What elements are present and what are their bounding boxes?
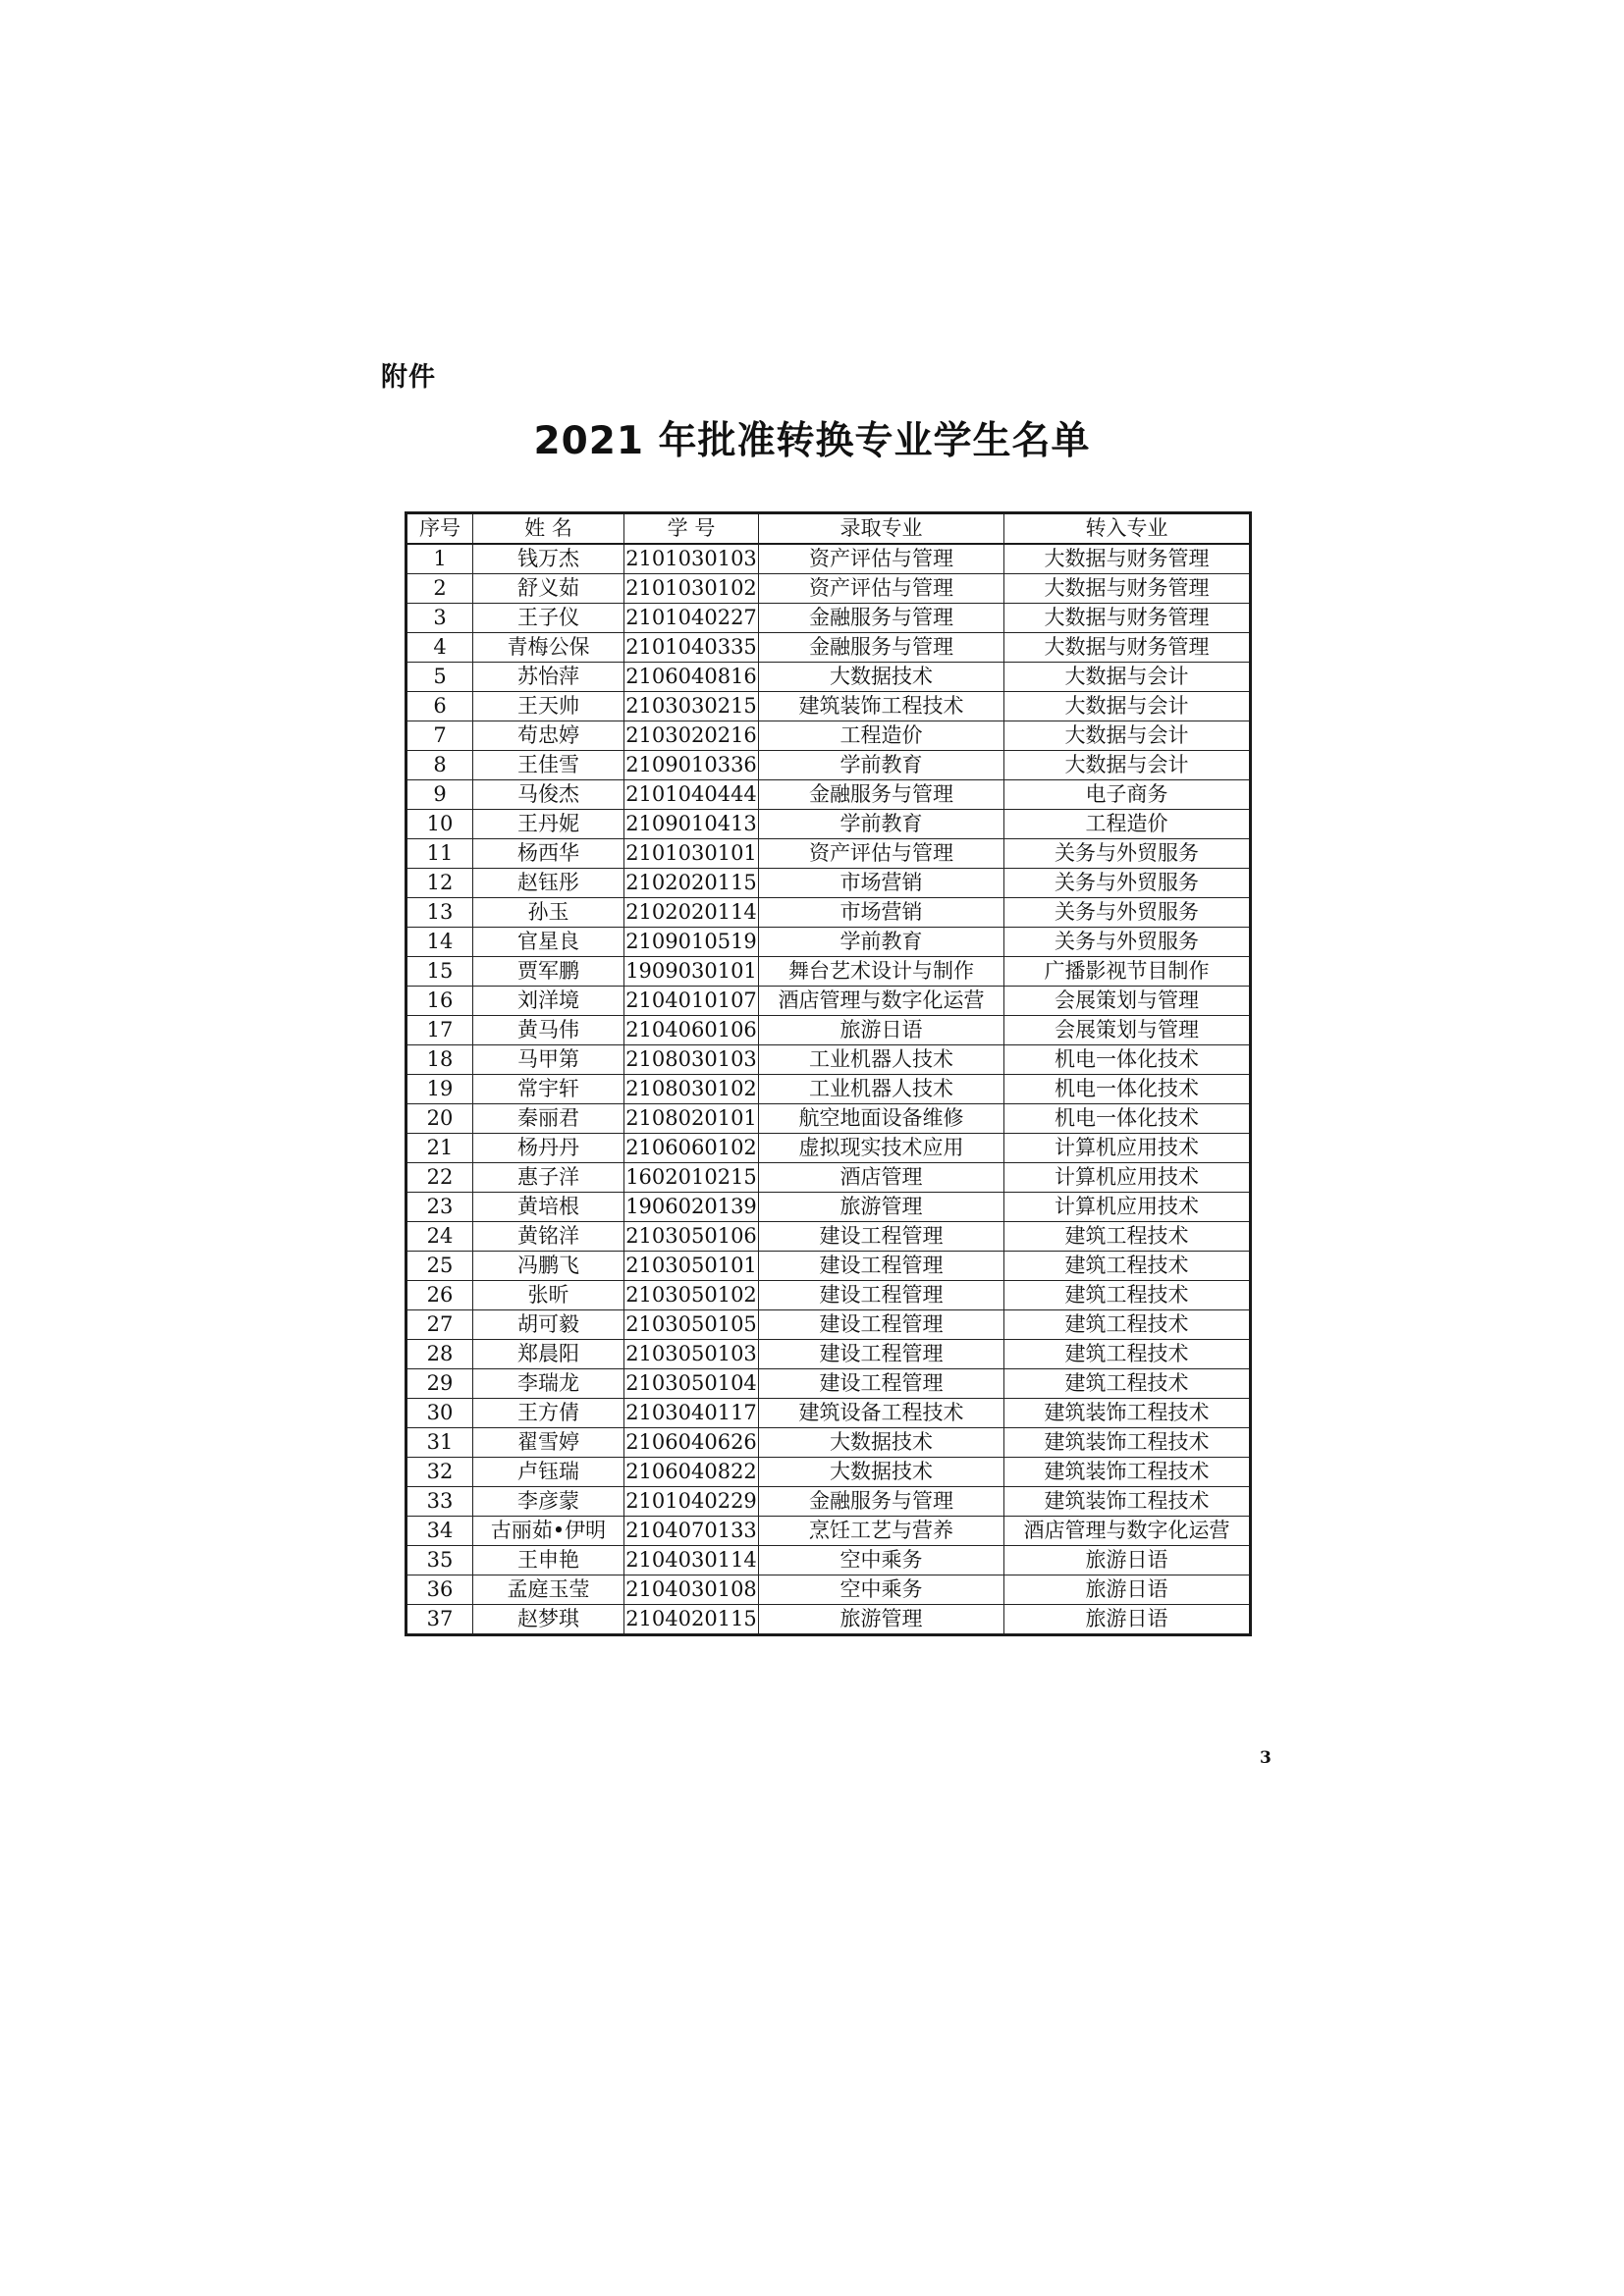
cell-no: 33	[406, 1487, 473, 1517]
table-row	[406, 1310, 1251, 1340]
cell-student-id: 2104030108	[624, 1575, 759, 1605]
table-row	[406, 1399, 1251, 1428]
cell-admitted-major: 工程造价	[759, 721, 1004, 751]
cell-admitted-major: 资产评估与管理	[759, 544, 1004, 574]
cell-transfer-major: 计算机应用技术	[1004, 1163, 1251, 1193]
cell-transfer-major: 大数据与财务管理	[1004, 574, 1251, 604]
cell-transfer-major: 大数据与财务管理	[1004, 633, 1251, 663]
table-header-row	[406, 513, 1251, 545]
cell-no: 32	[406, 1458, 473, 1487]
cell-admitted-major: 酒店管理与数字化运营	[759, 987, 1004, 1016]
cell-transfer-major: 建筑装饰工程技术	[1004, 1399, 1251, 1428]
cell-admitted-major: 旅游日语	[759, 1016, 1004, 1045]
table-row	[406, 780, 1251, 810]
cell-no: 5	[406, 663, 473, 692]
page-number: 3	[1260, 1748, 1272, 1768]
cell-student-id: 2101040229	[624, 1487, 759, 1517]
cell-student-id: 2101030103	[624, 544, 759, 574]
cell-student-id: 2102020114	[624, 898, 759, 928]
table-row	[406, 721, 1251, 751]
cell-admitted-major: 建设工程管理	[759, 1369, 1004, 1399]
cell-no: 20	[406, 1104, 473, 1134]
cell-student-id: 2102020115	[624, 869, 759, 898]
header-name: 姓 名	[473, 513, 624, 545]
cell-student-id: 2106040822	[624, 1458, 759, 1487]
cell-transfer-major: 大数据与会计	[1004, 721, 1251, 751]
cell-transfer-major: 建筑工程技术	[1004, 1252, 1251, 1281]
cell-name: 秦丽君	[473, 1104, 624, 1134]
cell-name: 赵钰彤	[473, 869, 624, 898]
cell-name: 张昕	[473, 1281, 624, 1310]
cell-admitted-major: 空中乘务	[759, 1546, 1004, 1575]
table-row	[406, 1575, 1251, 1605]
cell-admitted-major: 建设工程管理	[759, 1252, 1004, 1281]
cell-transfer-major: 机电一体化技术	[1004, 1045, 1251, 1075]
cell-student-id: 2103040117	[624, 1399, 759, 1428]
cell-transfer-major: 关务与外贸服务	[1004, 839, 1251, 869]
cell-name: 钱万杰	[473, 544, 624, 574]
cell-admitted-major: 烹饪工艺与营养	[759, 1517, 1004, 1546]
cell-name: 苟忠婷	[473, 721, 624, 751]
cell-student-id: 2108030103	[624, 1045, 759, 1075]
cell-student-id: 2109010413	[624, 810, 759, 839]
table-row	[406, 1075, 1251, 1104]
cell-name: 杨丹丹	[473, 1134, 624, 1163]
cell-name: 王方倩	[473, 1399, 624, 1428]
table-row	[406, 1045, 1251, 1075]
cell-no: 24	[406, 1222, 473, 1252]
cell-admitted-major: 学前教育	[759, 751, 1004, 780]
cell-admitted-major: 大数据技术	[759, 1428, 1004, 1458]
cell-name: 青梅公保	[473, 633, 624, 663]
cell-name: 冯鹏飞	[473, 1252, 624, 1281]
cell-transfer-major: 机电一体化技术	[1004, 1104, 1251, 1134]
cell-no: 34	[406, 1517, 473, 1546]
table-row	[406, 574, 1251, 604]
table-row	[406, 633, 1251, 663]
cell-no: 1	[406, 544, 473, 574]
cell-admitted-major: 资产评估与管理	[759, 574, 1004, 604]
cell-admitted-major: 大数据技术	[759, 1458, 1004, 1487]
cell-transfer-major: 计算机应用技术	[1004, 1134, 1251, 1163]
cell-student-id: 2103050102	[624, 1281, 759, 1310]
cell-student-id: 2103020216	[624, 721, 759, 751]
cell-student-id: 2109010519	[624, 928, 759, 957]
cell-no: 36	[406, 1575, 473, 1605]
cell-transfer-major: 工程造价	[1004, 810, 1251, 839]
header-transfer-major: 转入专业	[1004, 513, 1251, 545]
cell-student-id: 2101040227	[624, 604, 759, 633]
cell-no: 9	[406, 780, 473, 810]
cell-transfer-major: 建筑工程技术	[1004, 1340, 1251, 1369]
table-row	[406, 1546, 1251, 1575]
cell-name: 马俊杰	[473, 780, 624, 810]
table-row	[406, 810, 1251, 839]
table-row	[406, 1281, 1251, 1310]
cell-student-id: 2104060106	[624, 1016, 759, 1045]
cell-no: 35	[406, 1546, 473, 1575]
table-row	[406, 663, 1251, 692]
cell-transfer-major: 建筑装饰工程技术	[1004, 1458, 1251, 1487]
cell-no: 3	[406, 604, 473, 633]
cell-name: 贾军鹏	[473, 957, 624, 987]
cell-student-id: 2101030101	[624, 839, 759, 869]
cell-no: 11	[406, 839, 473, 869]
cell-student-id: 2104020115	[624, 1605, 759, 1635]
cell-name: 苏怡萍	[473, 663, 624, 692]
cell-no: 15	[406, 957, 473, 987]
cell-no: 37	[406, 1605, 473, 1635]
table-row	[406, 751, 1251, 780]
cell-name: 马甲第	[473, 1045, 624, 1075]
cell-transfer-major: 建筑工程技术	[1004, 1369, 1251, 1399]
cell-name: 刘洋境	[473, 987, 624, 1016]
cell-name: 舒义茹	[473, 574, 624, 604]
cell-no: 30	[406, 1399, 473, 1428]
cell-admitted-major: 建设工程管理	[759, 1281, 1004, 1310]
cell-name: 王申艳	[473, 1546, 624, 1575]
cell-no: 13	[406, 898, 473, 928]
cell-student-id: 2101040335	[624, 633, 759, 663]
document-title: 2021 年批准转换专业学生名单	[533, 419, 1091, 463]
cell-student-id: 2108030102	[624, 1075, 759, 1104]
cell-no: 22	[406, 1163, 473, 1193]
cell-no: 19	[406, 1075, 473, 1104]
cell-transfer-major: 关务与外贸服务	[1004, 928, 1251, 957]
cell-student-id: 2101040444	[624, 780, 759, 810]
cell-transfer-major: 建筑装饰工程技术	[1004, 1428, 1251, 1458]
table-row	[406, 604, 1251, 633]
cell-transfer-major: 计算机应用技术	[1004, 1193, 1251, 1222]
cell-admitted-major: 建筑装饰工程技术	[759, 692, 1004, 721]
cell-student-id: 2106040626	[624, 1428, 759, 1458]
cell-transfer-major: 旅游日语	[1004, 1546, 1251, 1575]
cell-transfer-major: 大数据与会计	[1004, 751, 1251, 780]
cell-name: 孟庭玉莹	[473, 1575, 624, 1605]
header-student-id: 学 号	[624, 513, 759, 545]
cell-transfer-major: 建筑工程技术	[1004, 1281, 1251, 1310]
table-row	[406, 1016, 1251, 1045]
cell-no: 26	[406, 1281, 473, 1310]
cell-name: 胡可毅	[473, 1310, 624, 1340]
table-row	[406, 1517, 1251, 1546]
cell-admitted-major: 建设工程管理	[759, 1222, 1004, 1252]
cell-name: 赵梦琪	[473, 1605, 624, 1635]
table-row	[406, 928, 1251, 957]
cell-no: 7	[406, 721, 473, 751]
table-row	[406, 544, 1251, 574]
cell-no: 14	[406, 928, 473, 957]
cell-no: 27	[406, 1310, 473, 1340]
cell-student-id: 2101030102	[624, 574, 759, 604]
cell-admitted-major: 金融服务与管理	[759, 780, 1004, 810]
cell-no: 4	[406, 633, 473, 663]
cell-no: 8	[406, 751, 473, 780]
cell-student-id: 2104030114	[624, 1546, 759, 1575]
cell-admitted-major: 旅游管理	[759, 1193, 1004, 1222]
table-row	[406, 839, 1251, 869]
cell-no: 2	[406, 574, 473, 604]
cell-no: 18	[406, 1045, 473, 1075]
cell-admitted-major: 工业机器人技术	[759, 1075, 1004, 1104]
cell-student-id: 2104070133	[624, 1517, 759, 1546]
cell-name: 郑晨阳	[473, 1340, 624, 1369]
cell-name: 孙玉	[473, 898, 624, 928]
cell-admitted-major: 建设工程管理	[759, 1310, 1004, 1340]
cell-admitted-major: 市场营销	[759, 869, 1004, 898]
cell-admitted-major: 建设工程管理	[759, 1340, 1004, 1369]
table-body	[406, 544, 1251, 1635]
cell-student-id: 2106040816	[624, 663, 759, 692]
cell-no: 25	[406, 1252, 473, 1281]
cell-student-id: 2108020101	[624, 1104, 759, 1134]
cell-no: 23	[406, 1193, 473, 1222]
cell-admitted-major: 建筑设备工程技术	[759, 1399, 1004, 1428]
cell-admitted-major: 航空地面设备维修	[759, 1104, 1004, 1134]
table-row	[406, 1252, 1251, 1281]
cell-student-id: 2106060102	[624, 1134, 759, 1163]
table-row	[406, 869, 1251, 898]
cell-name: 黄马伟	[473, 1016, 624, 1045]
cell-admitted-major: 市场营销	[759, 898, 1004, 928]
cell-transfer-major: 酒店管理与数字化运营	[1004, 1517, 1251, 1546]
cell-transfer-major: 建筑装饰工程技术	[1004, 1487, 1251, 1517]
transfer-student-table	[405, 511, 1252, 1636]
cell-transfer-major: 会展策划与管理	[1004, 1016, 1251, 1045]
cell-no: 29	[406, 1369, 473, 1399]
cell-student-id: 2103050105	[624, 1310, 759, 1340]
cell-admitted-major: 金融服务与管理	[759, 604, 1004, 633]
cell-no: 6	[406, 692, 473, 721]
table-row	[406, 957, 1251, 987]
cell-student-id: 2109010336	[624, 751, 759, 780]
table-row	[406, 987, 1251, 1016]
cell-name: 杨西华	[473, 839, 624, 869]
header-admitted-major: 录取专业	[759, 513, 1004, 545]
cell-transfer-major: 关务与外贸服务	[1004, 898, 1251, 928]
cell-transfer-major: 大数据与财务管理	[1004, 604, 1251, 633]
table-row	[406, 692, 1251, 721]
cell-no: 28	[406, 1340, 473, 1369]
cell-name: 官星良	[473, 928, 624, 957]
cell-transfer-major: 机电一体化技术	[1004, 1075, 1251, 1104]
cell-name: 王丹妮	[473, 810, 624, 839]
cell-name: 王天帅	[473, 692, 624, 721]
cell-admitted-major: 学前教育	[759, 928, 1004, 957]
table-row	[406, 1104, 1251, 1134]
table-row	[406, 1340, 1251, 1369]
cell-name: 王子仪	[473, 604, 624, 633]
cell-admitted-major: 资产评估与管理	[759, 839, 1004, 869]
cell-name: 卢钰瑞	[473, 1458, 624, 1487]
cell-transfer-major: 关务与外贸服务	[1004, 869, 1251, 898]
table-row	[406, 1428, 1251, 1458]
cell-admitted-major: 大数据技术	[759, 663, 1004, 692]
cell-admitted-major: 酒店管理	[759, 1163, 1004, 1193]
cell-student-id: 1906020139	[624, 1193, 759, 1222]
table-row	[406, 1222, 1251, 1252]
cell-name: 王佳雪	[473, 751, 624, 780]
table-row	[406, 1369, 1251, 1399]
cell-admitted-major: 空中乘务	[759, 1575, 1004, 1605]
cell-admitted-major: 舞台艺术设计与制作	[759, 957, 1004, 987]
cell-student-id: 2103050104	[624, 1369, 759, 1399]
cell-admitted-major: 学前教育	[759, 810, 1004, 839]
cell-no: 31	[406, 1428, 473, 1458]
cell-admitted-major: 工业机器人技术	[759, 1045, 1004, 1075]
cell-no: 17	[406, 1016, 473, 1045]
table-row	[406, 1605, 1251, 1635]
header-no: 序号	[406, 513, 473, 545]
cell-transfer-major: 电子商务	[1004, 780, 1251, 810]
cell-student-id: 1602010215	[624, 1163, 759, 1193]
cell-transfer-major: 建筑工程技术	[1004, 1310, 1251, 1340]
cell-admitted-major: 金融服务与管理	[759, 633, 1004, 663]
cell-student-id: 1909030101	[624, 957, 759, 987]
cell-name: 李瑞龙	[473, 1369, 624, 1399]
cell-transfer-major: 大数据与财务管理	[1004, 544, 1251, 574]
cell-student-id: 2103050103	[624, 1340, 759, 1369]
cell-transfer-major: 大数据与会计	[1004, 663, 1251, 692]
cell-transfer-major: 广播影视节目制作	[1004, 957, 1251, 987]
cell-no: 10	[406, 810, 473, 839]
attachment-label: 附件	[381, 362, 436, 393]
cell-name: 黄铭洋	[473, 1222, 624, 1252]
table-row	[406, 898, 1251, 928]
table-row	[406, 1458, 1251, 1487]
table-row	[406, 1163, 1251, 1193]
cell-no: 21	[406, 1134, 473, 1163]
cell-name: 古丽茹•伊明	[473, 1517, 624, 1546]
table-row	[406, 1193, 1251, 1222]
cell-name: 翟雪婷	[473, 1428, 624, 1458]
cell-student-id: 2103050106	[624, 1222, 759, 1252]
cell-transfer-major: 会展策划与管理	[1004, 987, 1251, 1016]
cell-admitted-major: 旅游管理	[759, 1605, 1004, 1635]
cell-transfer-major: 旅游日语	[1004, 1605, 1251, 1635]
cell-admitted-major: 虚拟现实技术应用	[759, 1134, 1004, 1163]
cell-transfer-major: 旅游日语	[1004, 1575, 1251, 1605]
cell-name: 黄培根	[473, 1193, 624, 1222]
cell-no: 12	[406, 869, 473, 898]
cell-name: 常宇轩	[473, 1075, 624, 1104]
cell-transfer-major: 建筑工程技术	[1004, 1222, 1251, 1252]
cell-student-id: 2104010107	[624, 987, 759, 1016]
cell-name: 惠子洋	[473, 1163, 624, 1193]
cell-student-id: 2103050101	[624, 1252, 759, 1281]
cell-name: 李彦蒙	[473, 1487, 624, 1517]
cell-no: 16	[406, 987, 473, 1016]
cell-student-id: 2103030215	[624, 692, 759, 721]
table-row	[406, 1134, 1251, 1163]
table-row	[406, 1487, 1251, 1517]
cell-transfer-major: 大数据与会计	[1004, 692, 1251, 721]
cell-admitted-major: 金融服务与管理	[759, 1487, 1004, 1517]
